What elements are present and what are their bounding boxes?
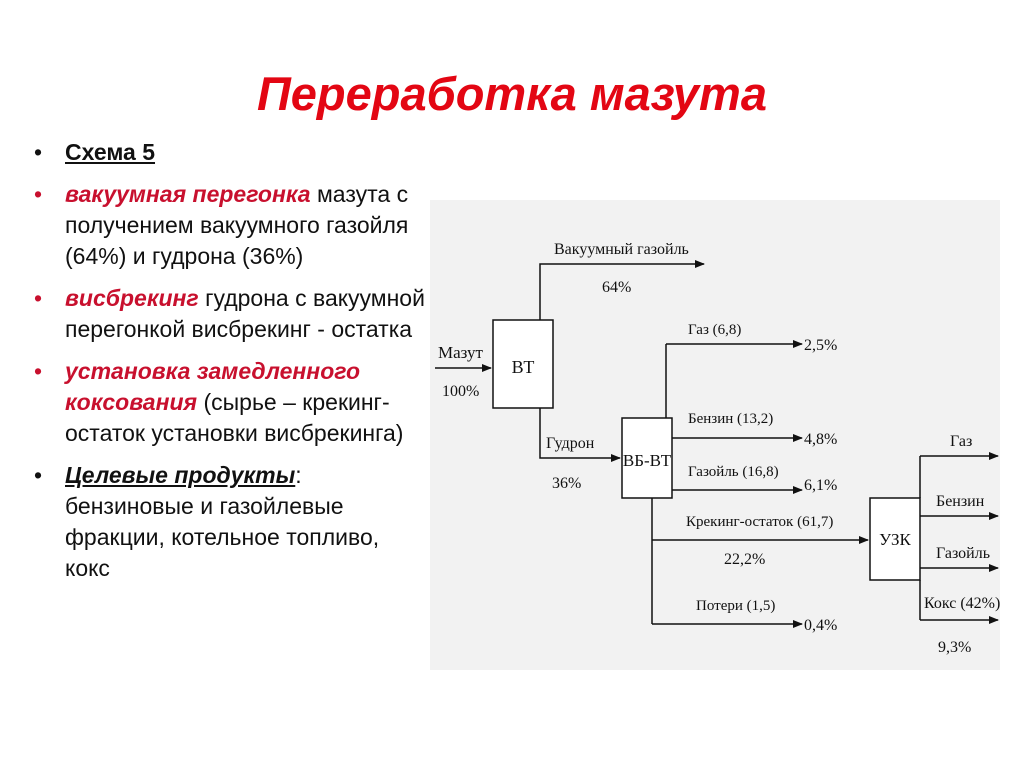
unit-label-vt: ВТ bbox=[511, 357, 535, 377]
vbvt-gas-value: 2,5% bbox=[804, 337, 838, 354]
bullet-list bbox=[28, 137, 428, 595]
unit-label-vbvt: ВБ-ВТ bbox=[622, 451, 672, 470]
bullet-dot: • bbox=[33, 358, 43, 384]
vbvt-gasoil-label: Газойль (16,8) bbox=[688, 464, 779, 480]
bullet-item-scheme bbox=[28, 137, 428, 168]
bullet-text: бензиновые и газойлевые фракции, котельное топливо, кокс bbox=[65, 493, 380, 581]
slide-title: Переработка мазута bbox=[256, 67, 767, 120]
cracking-residue-value: 22,2% bbox=[724, 551, 766, 568]
vbvt-gas-label: Газ (6,8) bbox=[688, 322, 742, 338]
input-label: Мазут bbox=[438, 343, 483, 362]
bullet-emphasis: Схема 5 bbox=[65, 139, 156, 165]
uzk-coke-value: 9,3% bbox=[938, 639, 972, 656]
bullet-emphasis: вакуумная перегонка bbox=[65, 181, 311, 207]
process-flow-diagram bbox=[430, 200, 1000, 670]
vacuum-gasoil-label: Вакуумный газойль bbox=[554, 241, 689, 258]
vacuum-gasoil-percent: 64% bbox=[602, 279, 632, 296]
vbvt-gasoil-value: 6,1% bbox=[804, 477, 838, 494]
unit-label-uzk: УЗК bbox=[879, 530, 911, 549]
vbvt-gasoline-value: 4,8% bbox=[804, 431, 838, 448]
bullet-text: мазута с получением вакуумного газойля (64%) и гудрона (36%) bbox=[65, 181, 409, 269]
input-percent: 100% bbox=[442, 383, 480, 400]
bullet-emphasis: Целевые продукты bbox=[65, 462, 296, 488]
uzk-coke-label: Кокс (42%) bbox=[924, 595, 1000, 612]
losses-value: 0,4% bbox=[804, 617, 838, 634]
bullet-emphasis: установка замедленного коксования bbox=[65, 358, 360, 415]
bullet-item-target-products bbox=[28, 460, 428, 584]
bullet-item-delayed-coking bbox=[28, 356, 428, 449]
bullet-dot: • bbox=[33, 462, 43, 488]
cracking-residue-label: Крекинг-остаток (61,7) bbox=[686, 514, 834, 530]
bullet-dot: • bbox=[33, 285, 43, 311]
bullet-item-vacuum-distillation bbox=[28, 179, 428, 272]
bullet-dot: • bbox=[33, 181, 43, 207]
bullet-emphasis: висбрекинг bbox=[65, 285, 199, 311]
losses-label: Потери (1,5) bbox=[696, 598, 776, 614]
uzk-gasoil-label: Газойль bbox=[936, 545, 991, 562]
bullet-item-visbreaking bbox=[28, 283, 428, 345]
vbvt-gasoline-label: Бензин (13,2) bbox=[688, 411, 774, 427]
bullet-dot: • bbox=[33, 139, 43, 165]
flow-svg bbox=[430, 200, 1000, 670]
uzk-gas-label: Газ bbox=[950, 433, 973, 450]
tar-percent: 36% bbox=[552, 475, 582, 492]
uzk-gasoline-label: Бензин bbox=[936, 493, 985, 510]
bullet-colon: : bbox=[295, 462, 302, 488]
bullet-text: (сырье – крекинг-остаток установки висбрекинга) bbox=[65, 389, 404, 446]
tar-label: Гудрон bbox=[546, 435, 595, 452]
bullet-text: гудрона с вакуумной перегонкой висбрекинг - остатка bbox=[65, 285, 425, 342]
